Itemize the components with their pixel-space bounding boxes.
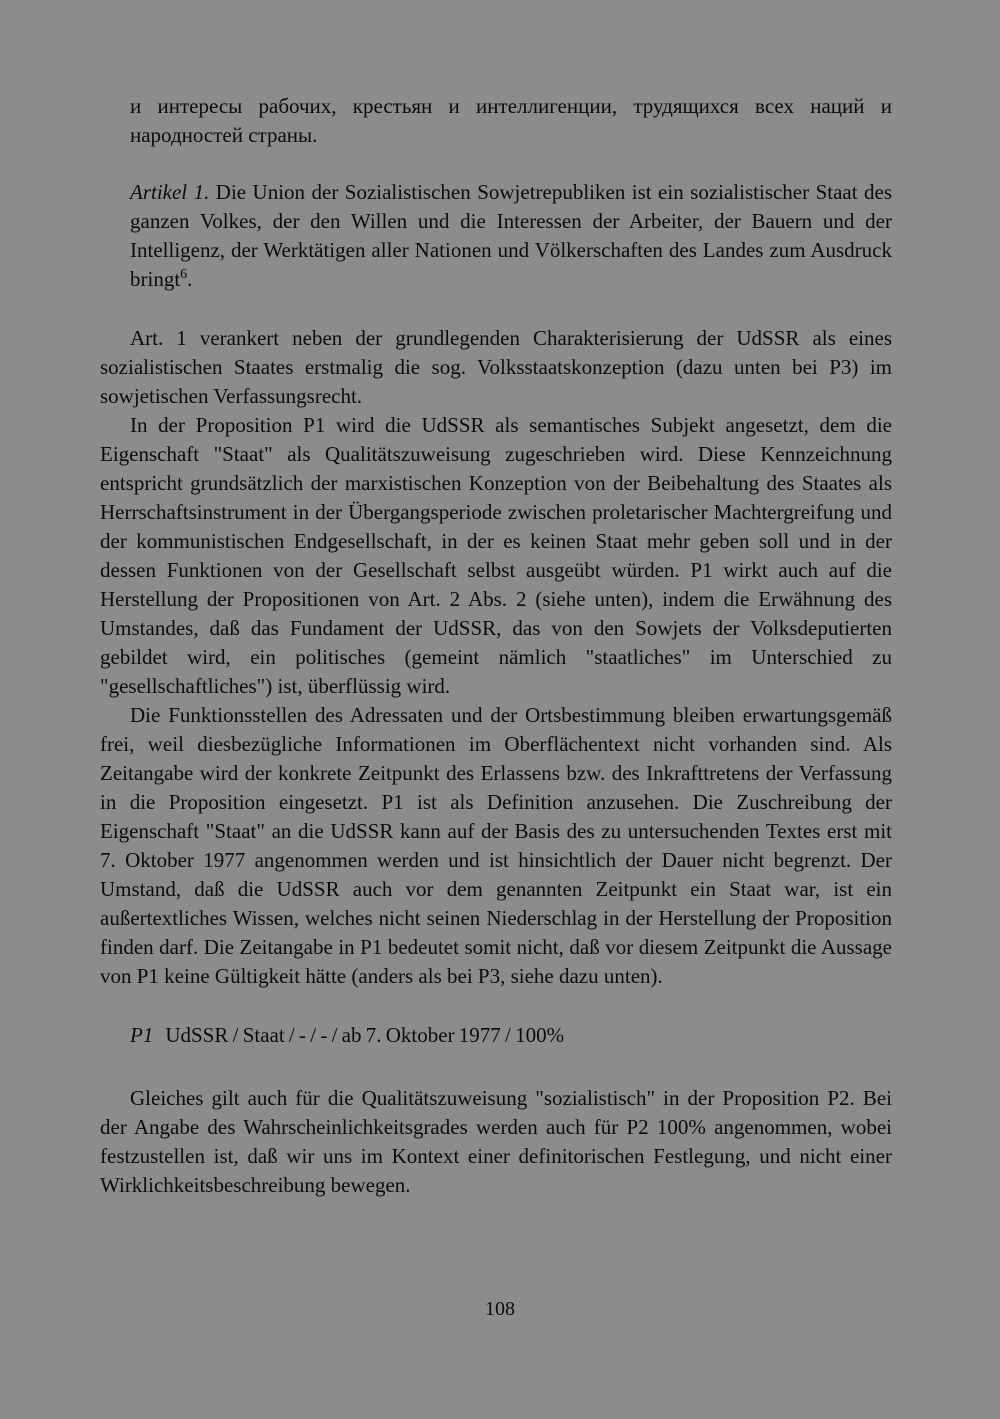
- article-quote: [130, 178, 892, 294]
- page-number: 108: [485, 1298, 515, 1320]
- proposition-line: [130, 1021, 892, 1050]
- paragraph-1: Art. 1 verankert neben der grundlegenden Charakterisierung der UdSSR als eines sozialistischen Staates erstmalig die sog. Volksstaatskonzeption (dazu unten bei P3) im sowjetischen Verfassungsrecht.: [100, 326, 892, 408]
- russian-quote: и интересы рабочих, крестьян и интеллигенции, трудящихся всех наций и народностей страны.: [130, 94, 892, 147]
- paragraph-2: In der Proposition P1 wird die UdSSR als semantisches Subjekt angesetzt, dem die Eigenschaft "Staat" als Qualitätszuweisung zugeschrieben wird. Diese Kennzeichnung entspricht grundsätzlich der marxistischen Konzeption von der Beibehaltung des Staates als Herrschaftsinstrument in der Übergangsperiode zwischen proletarischer Machtergreifung und der kommunistischen Endgesellschaft, in der es keinen Staat mehr geben soll und in der dessen Funktionen von der Gesellschaft selbst ausgeübt würden. P1 wirkt auch auf die Herstellung der Propositionen von Art. 2 Abs. 2 (siehe unten), indem die Erwähnung des Umstandes, daß das Fundament der UdSSR, das von den Sowjets der Volksdeputierten gebildet wird, ein politisches (gemeint nämlich "staatliches" im Unterschied zu "gesellschaftliches") ist, überflüssig wird.: [100, 413, 892, 698]
- article-text: Die Union der Sozialistischen Sowjetrepubliken ist ein sozialistischer Staat des ganzen Volkes, der den Willen und die Interessen der Arbeiter, der Bauern und der Intelligenz, der Werktätigen aller Nationen und Völkerschaften des Landes zum Ausdruck bringt: [130, 180, 892, 291]
- paragraph-3: Die Funktionsstellen des Adressaten und der Ortsbestimmung bleiben erwartungsgemäß frei, weil diesbezügliche Informationen im Oberflächentext nicht vorhanden sind. Als Zeitangabe wird der konkrete Zeitpunkt des Erlassens bzw. des Inkrafttretens der Verfassung in die Proposition eingesetzt. P1 ist als Definition anzusehen. Die Zuschreibung der Eigenschaft "Staat" an die UdSSR kann auf der Basis des zu untersuchenden Textes erst mit 7. Oktober 1977 angenommen werden und ist hinsichtlich der Dauer nicht begrenzt. Der Umstand, daß die UdSSR auch vor dem genannten Zeitpunkt ein Staat war, ist ein außertextliches Wissen, welches nicht seinen Niederschlag in der Herstellung der Proposition finden darf. Die Zeitangabe in P1 bedeutet somit nicht, daß vor diesem Zeitpunkt die Aussage von P1 keine Gültigkeit hätte (anders als bei P3, siehe dazu unten).: [100, 703, 892, 988]
- page-body: [100, 92, 892, 1200]
- paragraph-4: Gleiches gilt auch für die Qualitätszuweisung "sozialistisch" in der Proposition P2. Bei der Angabe des Wahrscheinlichkeitsgrades werden auch für P2 100% angenommen, wobei festzustellen ist, daß wir uns im Kontext einer definitorischen Festlegung, und nicht einer Wirklichkeitsbeschreibung bewegen.: [100, 1086, 892, 1197]
- article-label: Artikel 1.: [130, 180, 210, 204]
- footnote-marker: 6: [180, 267, 188, 282]
- article-end: .: [187, 267, 193, 291]
- proposition-text: UdSSR / Staat / - / - / ab 7. Oktober 1977 / 100%: [165, 1023, 565, 1047]
- proposition-label: P1: [130, 1023, 154, 1047]
